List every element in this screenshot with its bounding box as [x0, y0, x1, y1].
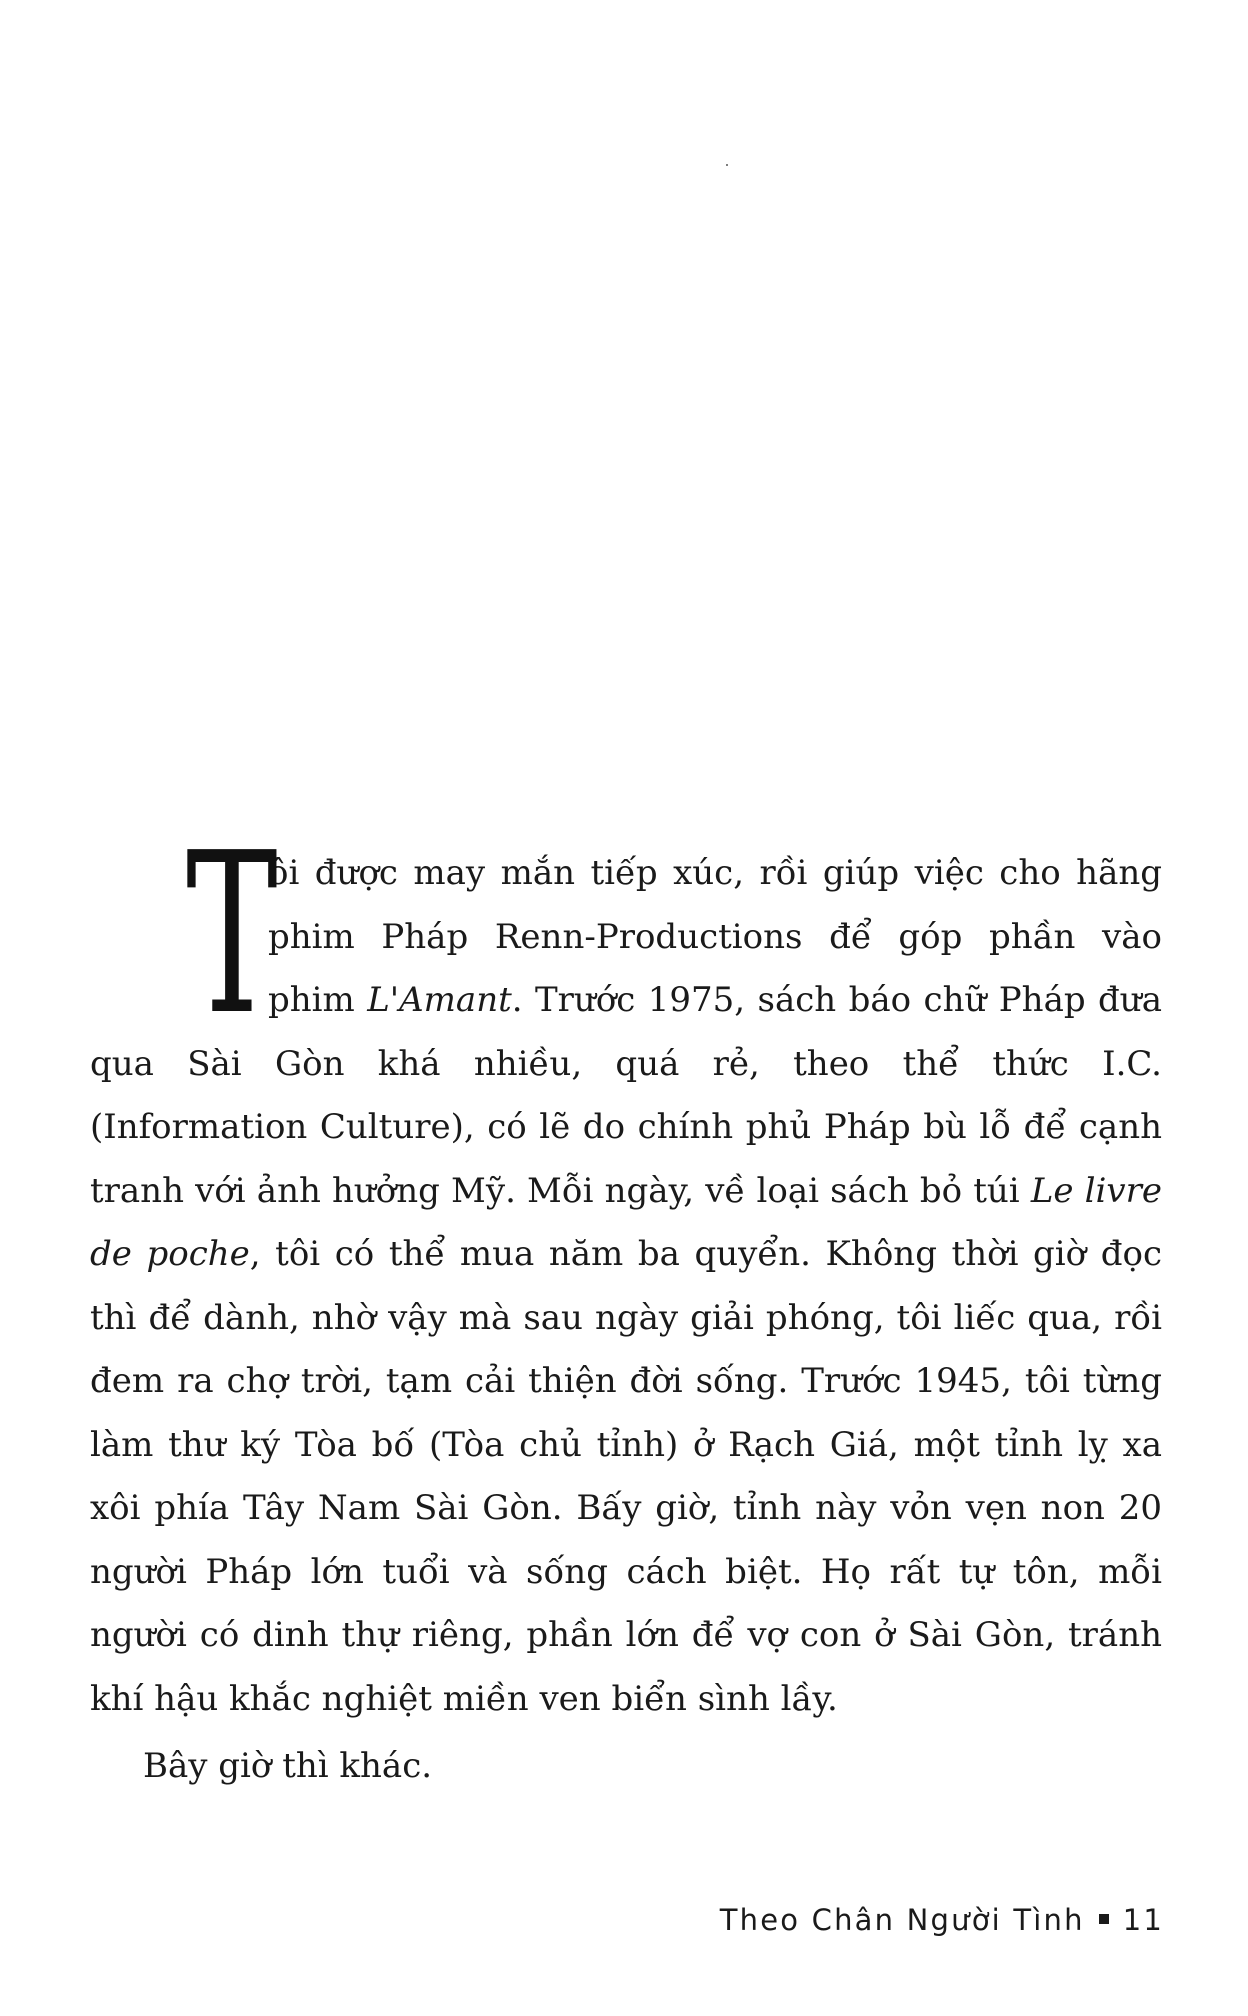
drop-cap: T	[186, 806, 278, 1064]
book-title: Theo Chân Người Tình	[719, 1903, 1085, 1937]
bullet-separator	[1099, 1914, 1109, 1924]
page-number: 11	[1122, 1903, 1164, 1937]
film-title: L'Amant	[367, 980, 512, 1020]
body-text	[90, 806, 1162, 1799]
paragraph-2: Bây giờ thì khác.	[143, 1746, 433, 1786]
paragraph-1	[90, 806, 1162, 1731]
paper-speck	[726, 164, 728, 166]
paragraph-1-closing: , tôi có thể mua năm ba quyển. Không thời giờ đọc thì để dành, nhờ vậy mà sau ngày giải phóng, tôi liếc qua, rồi đem ra chợ trời, tạm cải thiện đời sống. Trước 1945, tôi từng làm thư ký Tòa bố (Tòa chủ tỉnh) ở Rạch Giá, một tỉnh lỵ xa xôi phía Tây Nam Sài Gòn. Bấy giờ, tỉnh này vỏn vẹn non 20 người Pháp lớn tuổi và sống cách biệt. Họ rất tự tôn, mỗi người có dinh thự riêng, phần lớn để vợ con ở Sài Gòn, tránh khí hậu khắc nghiệt miền ven biển sình lầy.	[90, 1234, 1162, 1719]
running-footer	[720, 1903, 1164, 1937]
paragraph-1-opening: ôi được may mắn tiếp xúc, rồi giúp việc cho hãng phim Pháp Renn-Productions để góp phần vào phim	[268, 853, 1162, 1020]
pocket-book-series: Le livre de poche	[90, 1170, 1162, 1274]
paragraph-1-middle: . Trước 1975, sách báo chữ Pháp đưa qua Sài Gòn khá nhiều, quá rẻ, theo thể thức I.C. (Information Culture), có lẽ do chính phủ Pháp bù lỗ để cạnh tranh với ảnh hưởng Mỹ. Mỗi ngày, về loại sách bỏ túi	[90, 980, 1162, 1211]
